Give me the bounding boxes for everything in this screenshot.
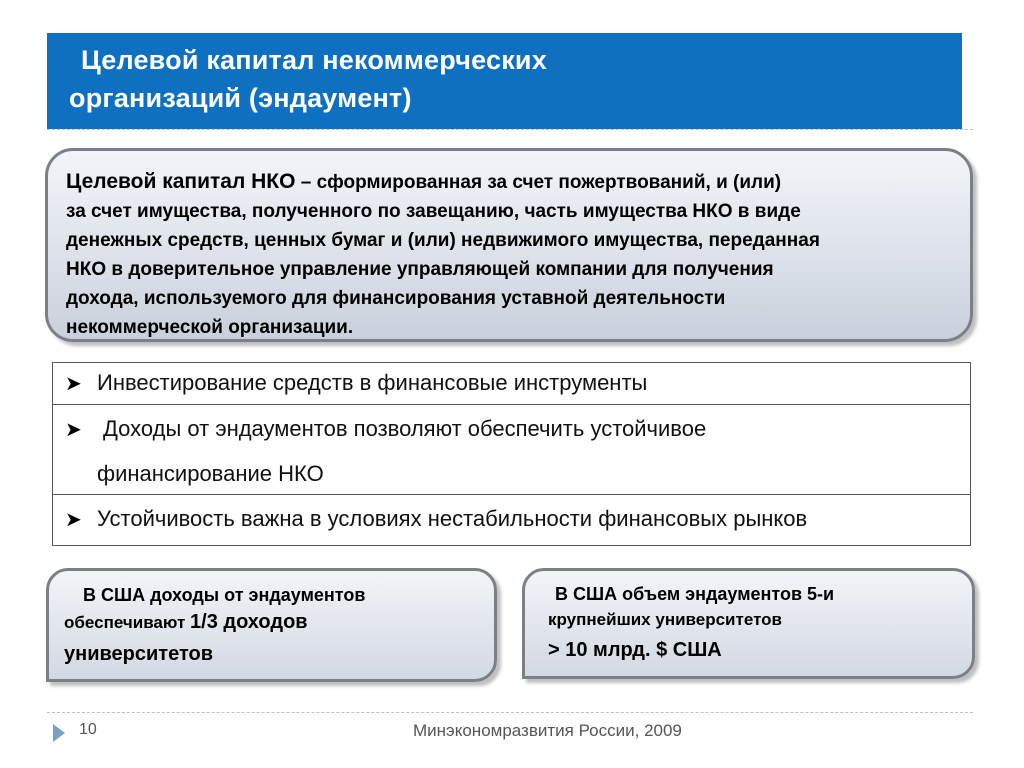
callout-left-line-1: В США доходы от эндаументов (83, 585, 366, 605)
triangle-right-icon (53, 724, 65, 742)
arrow-right-icon: ➤ (65, 419, 82, 441)
bullet-row (53, 495, 970, 545)
arrow-right-icon: ➤ (65, 509, 82, 531)
bullet-table (52, 362, 971, 546)
bullet-row (53, 405, 970, 495)
slide-title (69, 41, 547, 117)
callout-left-highlight: 1/3 доходов (190, 611, 308, 633)
definition-line-1-rest: – сформированная за счет пожертвований, и (или) (295, 172, 782, 193)
definition-box (45, 148, 973, 342)
definition-term: Целевой капитал НКО (66, 170, 296, 193)
definition-line-6: некоммерческой организации. (66, 317, 354, 338)
definition-line-1 (66, 167, 966, 197)
callout-left-line-3: университетов (64, 643, 213, 665)
definition-line-5: дохода, используемого для финансирования уставной деятельности (66, 288, 726, 309)
callout-left-line-2 (64, 611, 308, 634)
bullet-text: Инвестирование средств в финансовые инструменты (97, 370, 648, 395)
footer-text: Минэкономразвития России, 2009 (413, 721, 682, 740)
title-line-2: организаций (эндаумент) (69, 83, 412, 113)
callout-left (46, 568, 497, 682)
bullet-text: Доходы от эндаументов позволяют обеспечить устойчивое (103, 416, 707, 441)
bullet-text: Устойчивость важна в условиях нестабильности финансовых рынков (97, 506, 808, 531)
title-line-1: Целевой капитал некоммерческих (81, 45, 547, 75)
callout-right-line-3: > 10 млрд. $ США (548, 639, 722, 661)
bullet-row (53, 363, 970, 405)
title-divider (47, 129, 973, 130)
definition-line-2: за счет имущества, полученного по завещанию, часть имущества НКО в виде (66, 201, 801, 222)
definition-text (66, 167, 966, 342)
callout-right-line-1: В США объем эндаументов 5-и (555, 584, 835, 604)
callout-right-line-2: крупнейших университетов (548, 610, 782, 629)
bullet-text-continued: финансирование НКО (97, 461, 324, 486)
footer-divider (47, 712, 973, 713)
callout-right (522, 568, 975, 679)
title-bar (47, 33, 962, 129)
definition-line-3: денежных средств, ценных бумаг и (или) недвижимого имущества, переданная (66, 230, 820, 251)
definition-line-4: НКО в доверительное управление управляющей компании для получения (66, 259, 774, 280)
callout-left-line-2a: обеспечивают (64, 613, 191, 632)
arrow-right-icon: ➤ (65, 373, 82, 395)
page-number: 10 (79, 721, 97, 738)
